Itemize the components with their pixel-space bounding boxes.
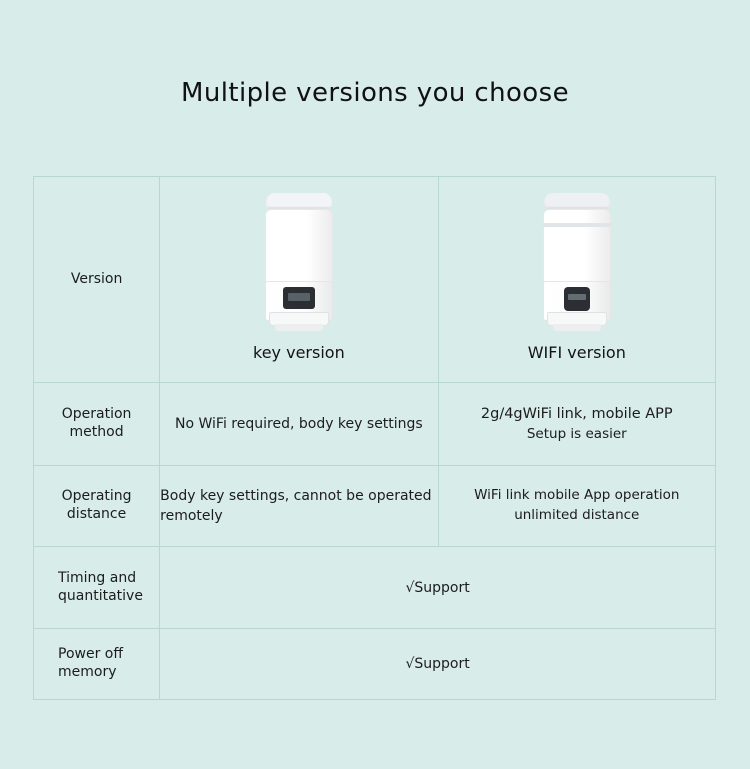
page-title: Multiple versions you choose bbox=[181, 78, 569, 108]
row-label-version: Version bbox=[34, 177, 160, 383]
row-label-operation-method bbox=[34, 383, 160, 466]
pet-feeder-wifi-version-icon bbox=[531, 193, 623, 333]
operating-distance-label-line1: Operating bbox=[61, 488, 132, 505]
operation-method-label-line1: Operation bbox=[61, 406, 132, 423]
table-row-operation-method bbox=[34, 383, 716, 466]
cell-key-version-product bbox=[160, 177, 438, 383]
table-row-timing-quantitative bbox=[34, 547, 716, 629]
row-label-timing-quantitative: Timing and quantitative bbox=[34, 547, 160, 629]
row-label-power-off-memory: Power off memory bbox=[34, 629, 160, 700]
version-comparison-table bbox=[33, 176, 716, 700]
cell-wifi-version-product bbox=[438, 177, 715, 383]
cell-wifi-operation-method bbox=[438, 383, 715, 466]
cell-key-operation-method: No WiFi required, body key settings bbox=[160, 383, 438, 466]
cell-timing-support: √Support bbox=[160, 547, 716, 629]
table-row-version bbox=[34, 177, 716, 383]
cell-key-operating-distance: Body key settings, cannot be operated remotely bbox=[160, 466, 438, 547]
wifi-distance-line1: WiFi link mobile App operation bbox=[474, 487, 680, 504]
pet-feeder-key-version-icon bbox=[253, 193, 345, 333]
table-row-power-off-memory bbox=[34, 629, 716, 700]
caption-key-version: key version bbox=[253, 343, 345, 362]
operating-distance-label-line2: distance bbox=[66, 506, 127, 522]
operation-method-label-line2: method bbox=[69, 424, 124, 440]
cell-power-off-support: √Support bbox=[160, 629, 716, 700]
wifi-operation-line1: 2g/4gWiFi link, mobile APP bbox=[480, 405, 673, 422]
caption-wifi-version: WIFI version bbox=[527, 343, 626, 362]
cell-wifi-operating-distance bbox=[438, 466, 715, 547]
row-label-operating-distance bbox=[34, 466, 160, 547]
wifi-operation-line2: Setup is easier bbox=[526, 425, 627, 442]
wifi-distance-line2: unlimited distance bbox=[514, 507, 640, 523]
table-row-operating-distance bbox=[34, 466, 716, 547]
